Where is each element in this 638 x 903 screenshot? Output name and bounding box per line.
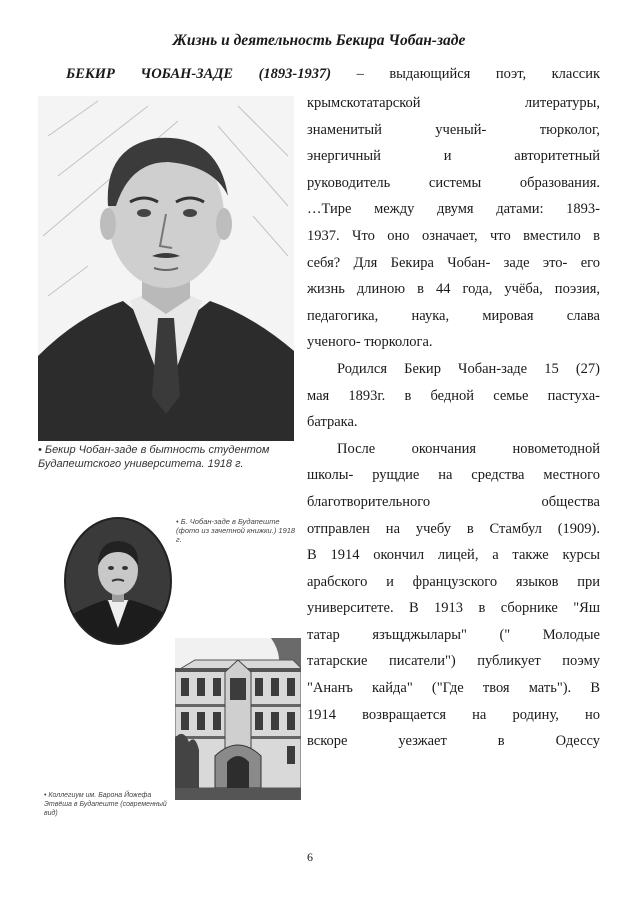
oval-portrait-caption: • Б. Чобан-заде в Будапеште (фото из зачетной книжки.) 1918 г. bbox=[176, 517, 296, 544]
lead-rest: – выдающийся поэт, классик bbox=[331, 66, 600, 82]
text-line: крымскотатарской литературы, bbox=[307, 95, 600, 111]
text-line: батрака. bbox=[307, 414, 358, 431]
text-line: 1937. Что оно означает, что вместило в bbox=[307, 227, 600, 244]
text-line: "Ананъ кайда" ("Где твоя мать"). В bbox=[307, 680, 600, 697]
portrait-photo bbox=[38, 96, 294, 441]
text-line: отправлен на учебу в Стамбул (1909). bbox=[307, 520, 600, 537]
page-title: Жизнь и деятельность Бекира Чобан-заде bbox=[172, 32, 466, 49]
lead-line bbox=[66, 66, 600, 83]
text-line: 1914 возвращается на родину, но bbox=[307, 706, 600, 723]
text-line: Родился Бекир Чобан-заде 15 (27) bbox=[337, 360, 600, 377]
building-photo bbox=[175, 638, 301, 800]
text-line: знаменитый ученый- тюрколог, bbox=[307, 121, 600, 138]
text-line: жизнь длиною в 44 года, учёба, поэзия, bbox=[307, 281, 600, 298]
oval-portrait-photo bbox=[62, 516, 174, 646]
text-line: энергичный и авторитетный bbox=[307, 148, 600, 165]
text-line: педагогика, наука, мировая слава bbox=[307, 307, 600, 324]
text-line: руководитель системы образования. bbox=[307, 174, 600, 191]
body-text bbox=[307, 90, 600, 755]
text-line: В 1914 окончил лицей, а также курсы bbox=[307, 547, 600, 564]
text-line: школы- рущдие на средства местного bbox=[307, 467, 600, 484]
text-line: ученого- тюрколога. bbox=[307, 334, 433, 351]
portrait-caption: • Бекир Чобан-заде в бытность студентом Будапештского университета. 1918 г. bbox=[38, 444, 270, 470]
lead-name: БЕКИР ЧОБАН-ЗАДЕ (1893-1937) bbox=[66, 66, 332, 82]
text-line: татар язъщджылары" (" Молодые bbox=[307, 626, 600, 643]
text-line: университете. В 1913 в сборнике "Яш bbox=[307, 600, 600, 617]
text-line: мая 1893г. в бедной семье пастуха- bbox=[307, 387, 600, 404]
text-line: себя? Для Бекира Чобан- заде это- его bbox=[307, 254, 600, 271]
page-number: 6 bbox=[307, 850, 313, 864]
text-line: …Тире между двумя датами: 1893- bbox=[307, 201, 600, 218]
building-caption: • Коллегиум им. Барона Йожефа Этвёша в Будапеште (современный вид) bbox=[44, 792, 167, 817]
text-line: арабского и французского языков при bbox=[307, 573, 600, 590]
text-line: вскоре уезжает в Одессу bbox=[307, 733, 600, 750]
text-line: татарские писатели") публикует поэму bbox=[307, 653, 600, 670]
text-line: благотворительного общества bbox=[307, 493, 600, 510]
text-line: После окончания новометодной bbox=[337, 440, 600, 457]
